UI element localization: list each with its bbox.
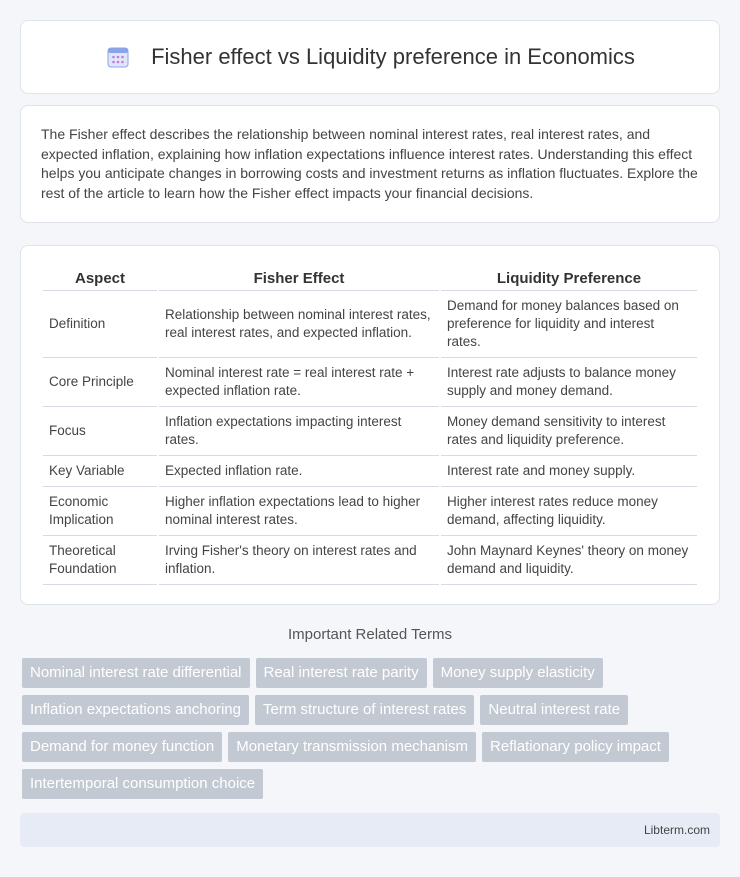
related-terms-title: Important Related Terms — [288, 626, 452, 643]
footer — [20, 813, 720, 847]
related-term-tag[interactable]: Term structure of interest rates — [255, 695, 474, 725]
row-aspect: Key Variable — [43, 456, 157, 487]
row-aspect: Theoretical Foundation — [43, 536, 157, 585]
related-term-tag[interactable]: Reflationary policy impact — [482, 732, 669, 762]
row-fisher: Nominal interest rate = real interest rate + expected inflation rate. — [159, 358, 439, 407]
header-fisher-effect: Fisher Effect — [159, 266, 439, 291]
table-header-row — [43, 266, 697, 291]
title-card — [20, 20, 720, 94]
row-aspect: Economic Implication — [43, 487, 157, 536]
table-row — [43, 456, 697, 487]
row-aspect: Core Principle — [43, 358, 157, 407]
related-term-tag[interactable]: Nominal interest rate differential — [22, 658, 250, 688]
row-liquidity: Interest rate and money supply. — [441, 456, 697, 487]
comparison-card — [20, 245, 720, 605]
table-row — [43, 358, 697, 407]
row-fisher: Higher inflation expectations lead to higher nominal interest rates. — [159, 487, 439, 536]
row-fisher: Expected inflation rate. — [159, 456, 439, 487]
related-term-tag[interactable]: Intertemporal consumption choice — [22, 769, 263, 799]
table-row — [43, 487, 697, 536]
row-fisher: Relationship between nominal interest rates, real interest rates, and expected inflation. — [159, 291, 439, 358]
page-title: Fisher effect vs Liquidity preference in Economics — [151, 44, 635, 69]
row-liquidity: Interest rate adjusts to balance money supply and money demand. — [441, 358, 697, 407]
row-aspect: Focus — [43, 407, 157, 456]
intro-card — [20, 105, 720, 223]
header-aspect: Aspect — [43, 266, 157, 291]
row-fisher: Irving Fisher's theory on interest rates and inflation. — [159, 536, 439, 585]
calendar-icon — [105, 44, 131, 70]
row-liquidity: Money demand sensitivity to interest rates and liquidity preference. — [441, 407, 697, 456]
related-term-tag[interactable]: Monetary transmission mechanism — [228, 732, 476, 762]
related-term-tag[interactable]: Money supply elasticity — [433, 658, 603, 688]
related-term-tag[interactable]: Real interest rate parity — [256, 658, 427, 688]
related-terms-list — [22, 658, 722, 806]
row-aspect: Definition — [43, 291, 157, 358]
footer-site-link[interactable]: Libterm.com — [643, 823, 710, 837]
intro-text: The Fisher effect describes the relationship between nominal interest rates, real interest rates, and expected inflation, explaining how inflation expectations influence interest rates. Understanding this effect helps you anticipate changes in borrowing costs and investment returns as inflation fluctuates. Explore the rest of the article to learn how the Fisher effect impacts your financial decisions. — [41, 126, 698, 201]
table-row — [43, 536, 697, 585]
table-row — [43, 407, 697, 456]
header-liquidity-preference: Liquidity Preference — [441, 266, 697, 291]
row-fisher: Inflation expectations impacting interest rates. — [159, 407, 439, 456]
comparison-table — [41, 266, 699, 585]
row-liquidity: Demand for money balances based on preference for liquidity and interest rates. — [441, 291, 697, 358]
row-liquidity: John Maynard Keynes' theory on money demand and liquidity. — [441, 536, 697, 585]
row-liquidity: Higher interest rates reduce money demand, affecting liquidity. — [441, 487, 697, 536]
related-term-tag[interactable]: Demand for money function — [22, 732, 222, 762]
related-term-tag[interactable]: Neutral interest rate — [480, 695, 628, 725]
related-term-tag[interactable]: Inflation expectations anchoring — [22, 695, 249, 725]
table-row — [43, 291, 697, 358]
